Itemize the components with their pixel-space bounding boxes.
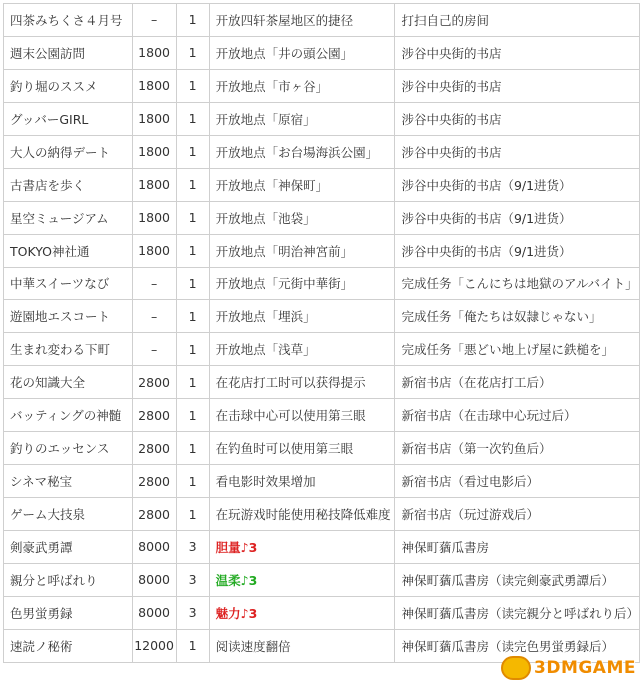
price-cell: 12000 [132, 629, 176, 662]
book-name-cell: 古書店を歩く [4, 168, 133, 201]
book-name-cell: 四茶みちくさ４月号 [4, 4, 133, 37]
table-row [4, 234, 640, 267]
level-cell: 1 [176, 432, 209, 465]
table-row [4, 135, 640, 168]
table-row [4, 168, 640, 201]
book-name-cell: 剣豪武勇譚 [4, 531, 133, 564]
price-cell: 2800 [132, 465, 176, 498]
price-cell: 1800 [132, 102, 176, 135]
source-cell: 神保町蕕瓜書房（读完色男蛍勇録后） [395, 629, 640, 662]
price-cell: 2800 [132, 399, 176, 432]
level-cell: 1 [176, 399, 209, 432]
source-cell: 新宿书店（看过电影后） [395, 465, 640, 498]
effect-cell: 在钓鱼时可以使用第三眼 [209, 432, 395, 465]
level-cell: 1 [176, 629, 209, 662]
level-cell: 1 [176, 201, 209, 234]
level-cell: 1 [176, 333, 209, 366]
effect-cell: 在玩游戏时能使用秘技降低难度 [209, 498, 395, 531]
level-cell: 1 [176, 267, 209, 300]
effect-cell: 开放地点「お台場海浜公園」 [209, 135, 395, 168]
book-name-cell: 色男蛍勇録 [4, 596, 133, 629]
source-cell: 涉谷中央街的书店 [395, 36, 640, 69]
source-cell: 新宿书店（第一次钓鱼后） [395, 432, 640, 465]
table-row [4, 267, 640, 300]
table-row [4, 531, 640, 564]
table-row [4, 399, 640, 432]
source-cell: 完成任务「俺たちは奴隷じゃない」 [395, 300, 640, 333]
source-cell: 涉谷中央街的书店 [395, 102, 640, 135]
table-row [4, 36, 640, 69]
price-cell: 1800 [132, 234, 176, 267]
effect-cell: 在花店打工时可以获得提示 [209, 366, 395, 399]
effect-cell: 开放地点「池袋」 [209, 201, 395, 234]
source-cell: 新宿书店（在花店打工后） [395, 366, 640, 399]
price-cell: 1800 [132, 168, 176, 201]
price-cell: 8000 [132, 531, 176, 564]
effect-cell: 开放地点「元街中華街」 [209, 267, 395, 300]
effect-cell: 开放地点「浅草」 [209, 333, 395, 366]
mascot-icon [501, 656, 531, 680]
book-name-cell: 生まれ変わる下町 [4, 333, 133, 366]
book-name-cell: 遊園地エスコート [4, 300, 133, 333]
price-cell: 2800 [132, 432, 176, 465]
book-name-cell: ゲーム大技泉 [4, 498, 133, 531]
level-cell: 1 [176, 300, 209, 333]
table-row [4, 300, 640, 333]
table-row [4, 465, 640, 498]
price-cell: 1800 [132, 135, 176, 168]
book-name-cell: 星空ミュージアム [4, 201, 133, 234]
effect-cell: 开放地点「原宿」 [209, 102, 395, 135]
effect-cell: 开放地点「井の頭公園」 [209, 36, 395, 69]
source-cell: 涉谷中央街的书店（9/1进货） [395, 168, 640, 201]
source-cell: 涉谷中央街的书店（9/1进货） [395, 234, 640, 267]
level-cell: 3 [176, 563, 209, 596]
price-cell: 2800 [132, 498, 176, 531]
book-name-cell: 速読ノ秘術 [4, 629, 133, 662]
source-cell: 完成任务「こんにちは地獄のアルバイト」 [395, 267, 640, 300]
source-cell: 新宿书店（玩过游戏后） [395, 498, 640, 531]
level-cell: 1 [176, 69, 209, 102]
source-cell: 完成任务「悪どい地上げ屋に鉄槌を」 [395, 333, 640, 366]
level-cell: 1 [176, 36, 209, 69]
book-name-cell: グッバーGIRL [4, 102, 133, 135]
effect-cell: 开放地点「神保町」 [209, 168, 395, 201]
effect-cell: 开放地点「明治神宮前」 [209, 234, 395, 267]
effect-cell: 阅读速度翻倍 [209, 629, 395, 662]
level-cell: 1 [176, 102, 209, 135]
level-cell: 1 [176, 4, 209, 37]
price-cell: – [132, 267, 176, 300]
watermark [501, 656, 636, 680]
source-cell: 神保町蕕瓜書房 [395, 531, 640, 564]
table-row [4, 333, 640, 366]
table-row [4, 563, 640, 596]
source-cell: 涉谷中央街的书店 [395, 135, 640, 168]
source-cell: 涉谷中央街的书店 [395, 69, 640, 102]
table-row [4, 596, 640, 629]
book-name-cell: 大人の納得デート [4, 135, 133, 168]
table-row [4, 366, 640, 399]
price-cell: – [132, 300, 176, 333]
table-row [4, 201, 640, 234]
book-name-cell: バッティングの神髄 [4, 399, 133, 432]
source-cell: 神保町蕕瓜書房（读完親分と呼ばれり后） [395, 596, 640, 629]
level-cell: 3 [176, 596, 209, 629]
book-name-cell: 週末公園訪問 [4, 36, 133, 69]
book-name-cell: 親分と呼ばれり [4, 563, 133, 596]
effect-cell: 开放地点「埋浜」 [209, 300, 395, 333]
table-row [4, 432, 640, 465]
table-row [4, 102, 640, 135]
table-body [4, 4, 640, 663]
data-table [3, 3, 640, 663]
watermark-text: 3DMGAME [534, 658, 636, 678]
table-row [4, 69, 640, 102]
book-name-cell: 中華スイーツなび [4, 267, 133, 300]
price-cell: – [132, 4, 176, 37]
level-cell: 1 [176, 366, 209, 399]
source-cell: 新宿书店（在击球中心玩过后） [395, 399, 640, 432]
level-cell: 3 [176, 531, 209, 564]
source-cell: 打扫自己的房间 [395, 4, 640, 37]
table-row [4, 4, 640, 37]
price-cell: 2800 [132, 366, 176, 399]
price-cell: 1800 [132, 69, 176, 102]
book-name-cell: 釣りのエッセンス [4, 432, 133, 465]
source-cell: 神保町蕕瓜書房（读完剣豪武勇譚后） [395, 563, 640, 596]
level-cell: 1 [176, 465, 209, 498]
level-cell: 1 [176, 234, 209, 267]
level-cell: 1 [176, 135, 209, 168]
effect-cell: 开放四轩茶屋地区的捷径 [209, 4, 395, 37]
price-cell: 1800 [132, 36, 176, 69]
effect-cell: 看电影时效果增加 [209, 465, 395, 498]
table-row [4, 498, 640, 531]
effect-cell: 在击球中心可以使用第三眼 [209, 399, 395, 432]
effect-cell: 温柔♪3 [209, 563, 395, 596]
source-cell: 涉谷中央街的书店（9/1进货） [395, 201, 640, 234]
price-cell: – [132, 333, 176, 366]
book-name-cell: 花の知識大全 [4, 366, 133, 399]
effect-cell: 魅力♪3 [209, 596, 395, 629]
effect-cell: 开放地点「市ヶ谷」 [209, 69, 395, 102]
price-cell: 1800 [132, 201, 176, 234]
book-name-cell: TOKYO神社通 [4, 234, 133, 267]
effect-cell: 胆量♪3 [209, 531, 395, 564]
book-name-cell: シネマ秘宝 [4, 465, 133, 498]
price-cell: 8000 [132, 563, 176, 596]
level-cell: 1 [176, 498, 209, 531]
book-name-cell: 釣り堀のススメ [4, 69, 133, 102]
level-cell: 1 [176, 168, 209, 201]
price-cell: 8000 [132, 596, 176, 629]
